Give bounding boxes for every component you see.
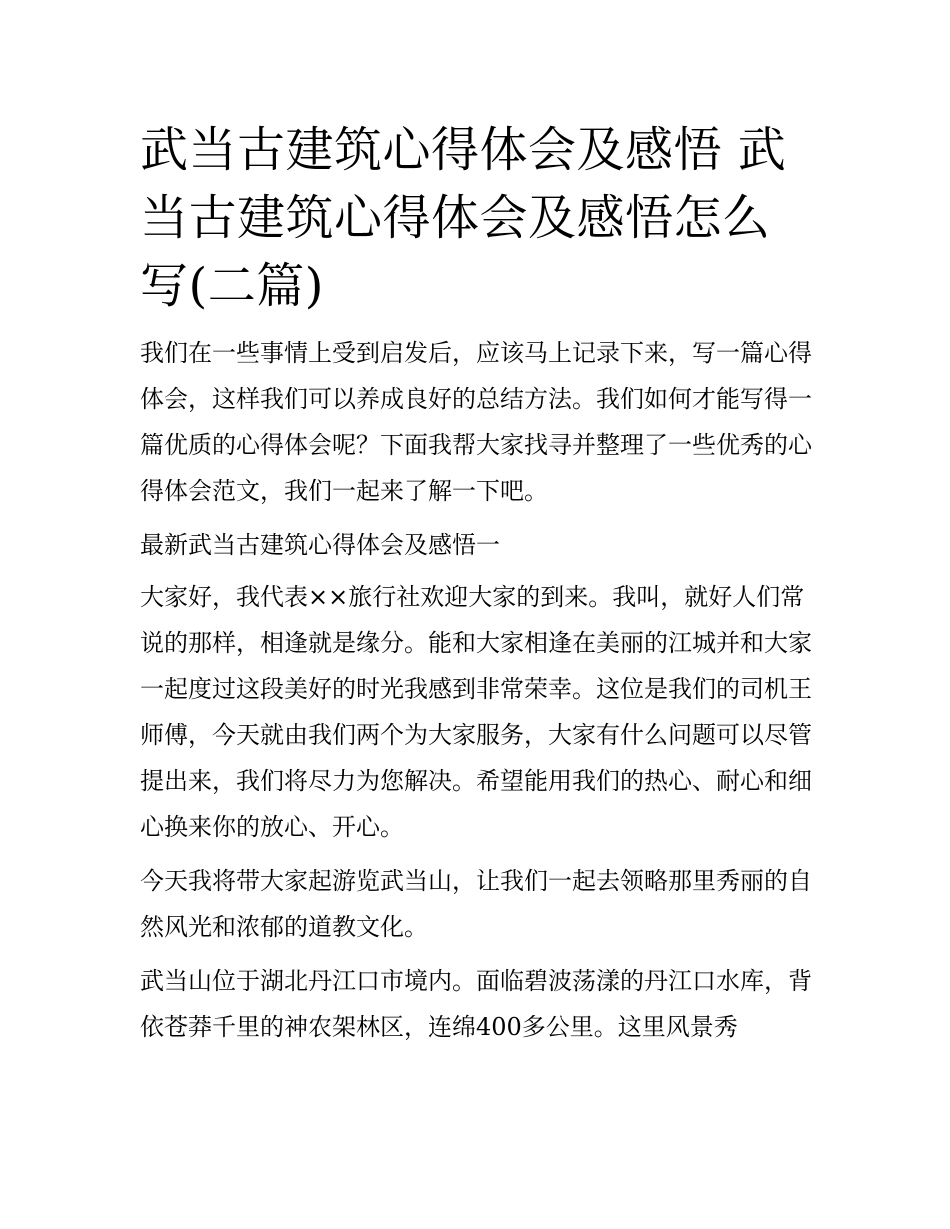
section-heading: 最新武当古建筑心得体会及感悟一: [140, 531, 500, 559]
document-title: 武当古建筑心得体会及感悟 武当古建筑心得体会及感悟怎么写(二篇): [140, 122, 787, 314]
body-paragraph-greeting: 大家好，我代表××旅行社欢迎大家的到来。我叫，就好人们常说的那样，相逢就是缘分。能和大家相逢在美丽的江城并和大家一起度过这段美好的时光我感到非常荣幸。这位是我们的司机王师傅，今天就由我们两个为大家服务，大家有什么问题可以尽管提出来，我们将尽力为您解决。希望能用我们的热心、耐心和细心换来你的放心、开心。: [140, 583, 812, 841]
body-paragraph-tour: 今天我将带大家起游览武当山，让我们一起去领略那里秀丽的自然风光和浓郁的道教文化。: [140, 867, 812, 941]
body-paragraph-location: 武当山位于湖北丹江口市境内。面临碧波荡漾的丹江口水库，背依苍莽千里的神农架林区，连绵400多公里。这里风景秀: [140, 967, 812, 1041]
document-page: [140, 116, 812, 1058]
intro-paragraph: 我们在一些事情上受到启发后，应该马上记录下来，写一篇心得体会，这样我们可以养成良好的总结方法。我们如何才能写得一篇优质的心得体会呢？下面我帮大家找寻并整理了一些优秀的心得体会范文，我们一起来了解一下吧。: [140, 339, 812, 505]
